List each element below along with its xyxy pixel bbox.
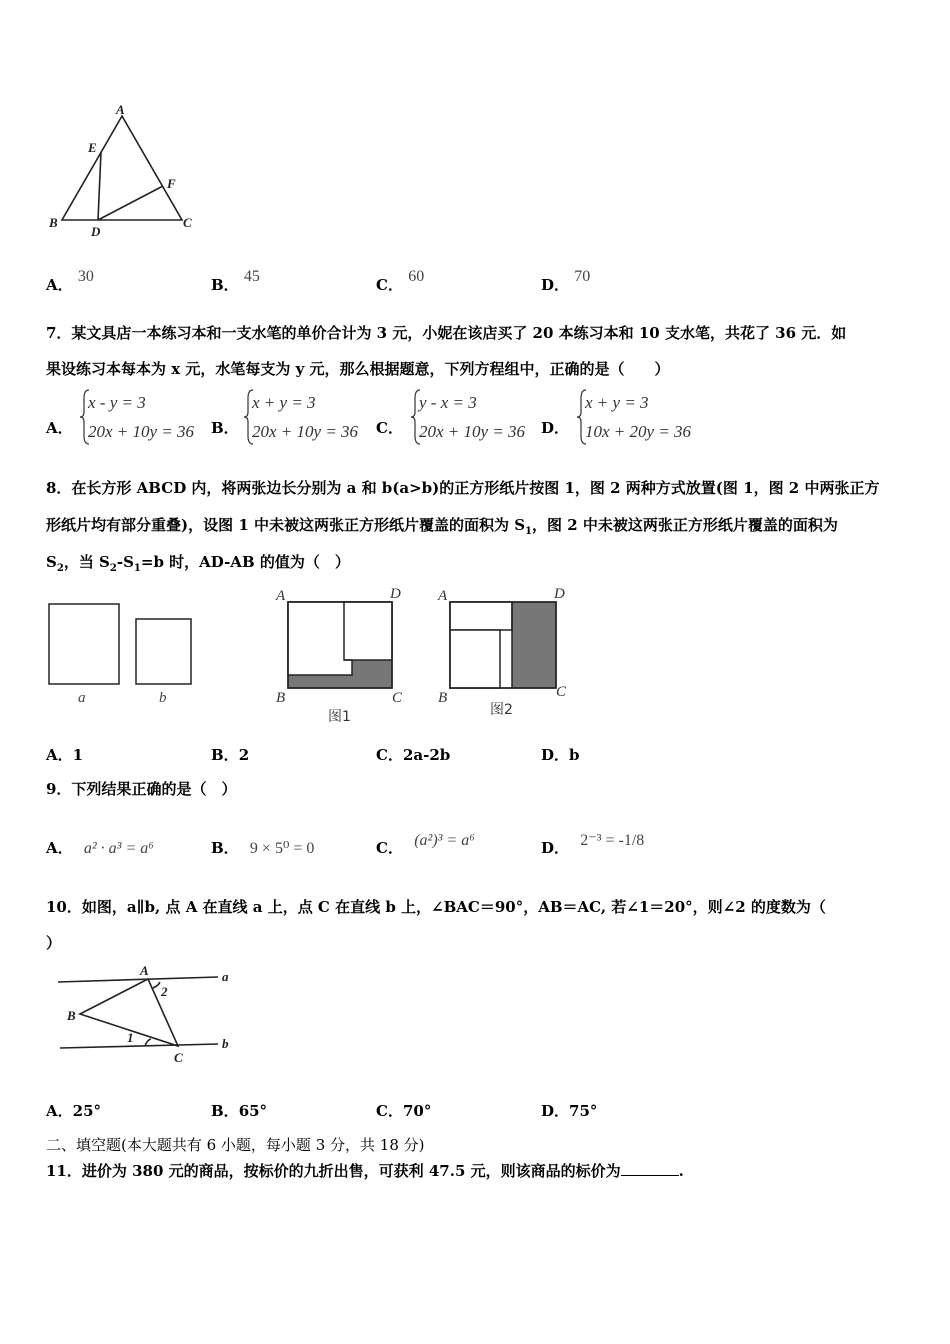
option-value: 9 × 5⁰ = 0 <box>249 840 315 857</box>
squares-figure <box>44 598 204 710</box>
label-b: b <box>222 1036 229 1051</box>
q11-end: . <box>678 1162 684 1180</box>
q8-text: ，图 2 中未被这两张正方形纸片覆盖的面积为 <box>532 516 838 534</box>
figure-2 <box>434 580 574 728</box>
option-value: b <box>569 746 580 764</box>
option-value: 2 <box>238 746 250 764</box>
equation-2: 20x + 10y = 36 <box>252 422 359 441</box>
q10-stem-line2: ） <box>46 934 62 952</box>
label-A: A <box>140 963 149 978</box>
label-b: b <box>159 690 167 706</box>
q7-option-c[interactable] <box>376 417 403 438</box>
q7-stem-line2: 果设练习本每本为 x 元，水笔每支为 y 元，那么根据题意，下列方程组中，正确的是（ ） <box>46 360 670 378</box>
option-label: B． <box>211 1102 239 1120</box>
option-label: C． <box>376 419 403 437</box>
q6-option-d[interactable] <box>541 268 591 295</box>
label-2: 2 <box>161 984 168 999</box>
label-B: B <box>67 1008 76 1023</box>
option-value: 25° <box>72 1102 102 1120</box>
option-label: D． <box>541 746 570 764</box>
option-label: A． <box>46 746 73 764</box>
option-label: C． <box>376 1102 403 1120</box>
label-C: C <box>183 215 192 230</box>
subscript: 1 <box>133 563 141 574</box>
q7-option-d-system <box>585 388 691 446</box>
label-1: 1 <box>127 1030 134 1045</box>
equation-1: x + y = 3 <box>252 393 316 412</box>
option-label: B． <box>211 746 239 764</box>
option-value: (a²)³ = a⁶ <box>414 832 475 849</box>
answer-blank[interactable] <box>621 1161 679 1176</box>
option-label: D． <box>541 419 570 437</box>
q6-option-c[interactable] <box>376 268 425 295</box>
q10-option-b[interactable] <box>211 1100 267 1121</box>
section-heading: 二、填空题(本大题共有 6 小题，每小题 3 分，共 18 分) <box>46 1136 425 1154</box>
option-value: 60 <box>408 268 425 285</box>
q8-text: S <box>46 553 57 571</box>
q8-text: =b 时，AD-AB 的值为（ ） <box>140 553 350 571</box>
option-value: 2⁻³ = -1/8 <box>580 832 645 849</box>
label-A: A <box>438 588 448 604</box>
label-A: A <box>116 102 125 117</box>
q7-option-b[interactable] <box>211 417 239 438</box>
label-F: F <box>167 176 176 191</box>
q10-stem-line1: 10．如图，a∥b, 点 A 在直线 a 上，点 C 在直线 b 上，∠BAC＝90°，AB＝AC, 若∠1＝20°，则∠2 的度数为（ <box>46 898 826 916</box>
equation-2: 10x + 20y = 36 <box>585 422 692 441</box>
option-label: C． <box>376 276 403 294</box>
label-C: C <box>174 1050 183 1065</box>
q7-option-d[interactable] <box>541 417 569 438</box>
label-a: a <box>222 969 229 984</box>
subscript: 2 <box>109 563 117 574</box>
q9-option-b[interactable] <box>211 837 314 858</box>
q8-option-d[interactable] <box>541 744 580 765</box>
label-a: a <box>78 690 86 706</box>
option-value: 30 <box>77 268 94 285</box>
q10-option-d[interactable] <box>541 1100 597 1121</box>
q7-option-a-system <box>88 388 194 446</box>
brace-icon <box>577 388 587 446</box>
q7-option-b-system <box>252 388 358 446</box>
q8-text: 形纸片均有部分重叠)，设图 1 中未被这两张正方形纸片覆盖的面积为 S <box>46 516 526 534</box>
fig1-caption: 图1 <box>328 709 351 725</box>
label-A: A <box>276 588 286 604</box>
q8-option-a[interactable] <box>46 744 83 765</box>
label-B: B <box>49 215 58 230</box>
option-label: A． <box>46 419 73 437</box>
q8-text: -S <box>116 553 134 571</box>
parallel-lines-figure <box>50 960 240 1065</box>
option-label: D． <box>541 1102 570 1120</box>
option-label: A． <box>46 276 73 294</box>
option-value: 75° <box>569 1102 598 1120</box>
label-C: C <box>392 690 403 706</box>
option-label: A． <box>46 1102 73 1120</box>
equation-1: x - y = 3 <box>88 393 146 412</box>
fig2-caption: 图2 <box>490 702 513 718</box>
option-label: C． <box>376 746 403 764</box>
brace-icon <box>411 388 421 446</box>
label-E: E <box>88 140 97 155</box>
label-C: C <box>556 684 567 700</box>
q6-option-b[interactable] <box>211 268 260 295</box>
label-B: B <box>438 690 448 706</box>
q9-stem: 9．下列结果正确的是（ ） <box>46 780 237 798</box>
q10-option-a[interactable] <box>46 1100 101 1121</box>
option-label: B． <box>211 419 239 437</box>
subscript: 1 <box>525 526 533 537</box>
subscript: 2 <box>56 563 64 574</box>
option-value: 1 <box>72 746 84 764</box>
brace-icon <box>80 388 90 446</box>
option-label: B． <box>211 276 239 294</box>
q8-option-b[interactable] <box>211 744 249 765</box>
option-label: A． <box>46 839 73 857</box>
triangle-figure <box>40 100 210 245</box>
option-value: 70 <box>574 268 591 285</box>
q6-option-a[interactable] <box>46 268 94 295</box>
option-label: B． <box>211 839 239 857</box>
option-label: D． <box>541 839 570 857</box>
option-value: a² · a³ = a⁶ <box>83 840 154 857</box>
q7-option-a[interactable] <box>46 417 73 438</box>
equation-1: y - x = 3 <box>419 393 477 412</box>
q8-stem-line3 <box>46 551 350 574</box>
q8-text: ，当 S <box>63 553 110 571</box>
label-D: D <box>91 224 101 239</box>
label-D: D <box>390 586 401 602</box>
brace-icon <box>244 388 254 446</box>
label-B: B <box>276 690 286 706</box>
q10-option-c[interactable] <box>376 1100 431 1121</box>
figure-1 <box>272 580 412 728</box>
q7-stem-line1: 7．某文具店一本练习本和一支水笔的单价合计为 3 元，小妮在该店买了 20 本练习本和 10 支水笔，共花了 36 元．如 <box>46 324 847 342</box>
q9-option-c[interactable] <box>376 832 475 858</box>
option-value: 65° <box>238 1102 268 1120</box>
q8-option-c[interactable] <box>376 744 450 765</box>
q11-text: 11．进价为 380 元的商品，按标价的九折出售，可获利 47.5 元，则该商品的标价为 <box>46 1162 621 1180</box>
q11-stem <box>46 1160 684 1181</box>
q8-stem-line1: 8．在长方形 ABCD 内，将两张边长分别为 a 和 b(a>b)的正方形纸片按图 1，图 2 两种方式放置(图 1，图 2 中两张正方 <box>46 479 880 497</box>
q8-stem-line2 <box>46 514 838 537</box>
option-value: 70° <box>402 1102 432 1120</box>
equation-2: 20x + 10y = 36 <box>419 422 526 441</box>
q9-option-d[interactable] <box>541 832 645 858</box>
equation-1: x + y = 3 <box>585 393 649 412</box>
label-D: D <box>554 586 565 602</box>
option-label: D． <box>541 276 570 294</box>
option-label: C． <box>376 839 403 857</box>
option-value: 45 <box>243 268 260 285</box>
equation-2: 20x + 10y = 36 <box>88 422 195 441</box>
option-value: 2a-2b <box>402 746 451 764</box>
q7-option-c-system <box>419 388 525 446</box>
q9-option-a[interactable] <box>46 837 154 858</box>
